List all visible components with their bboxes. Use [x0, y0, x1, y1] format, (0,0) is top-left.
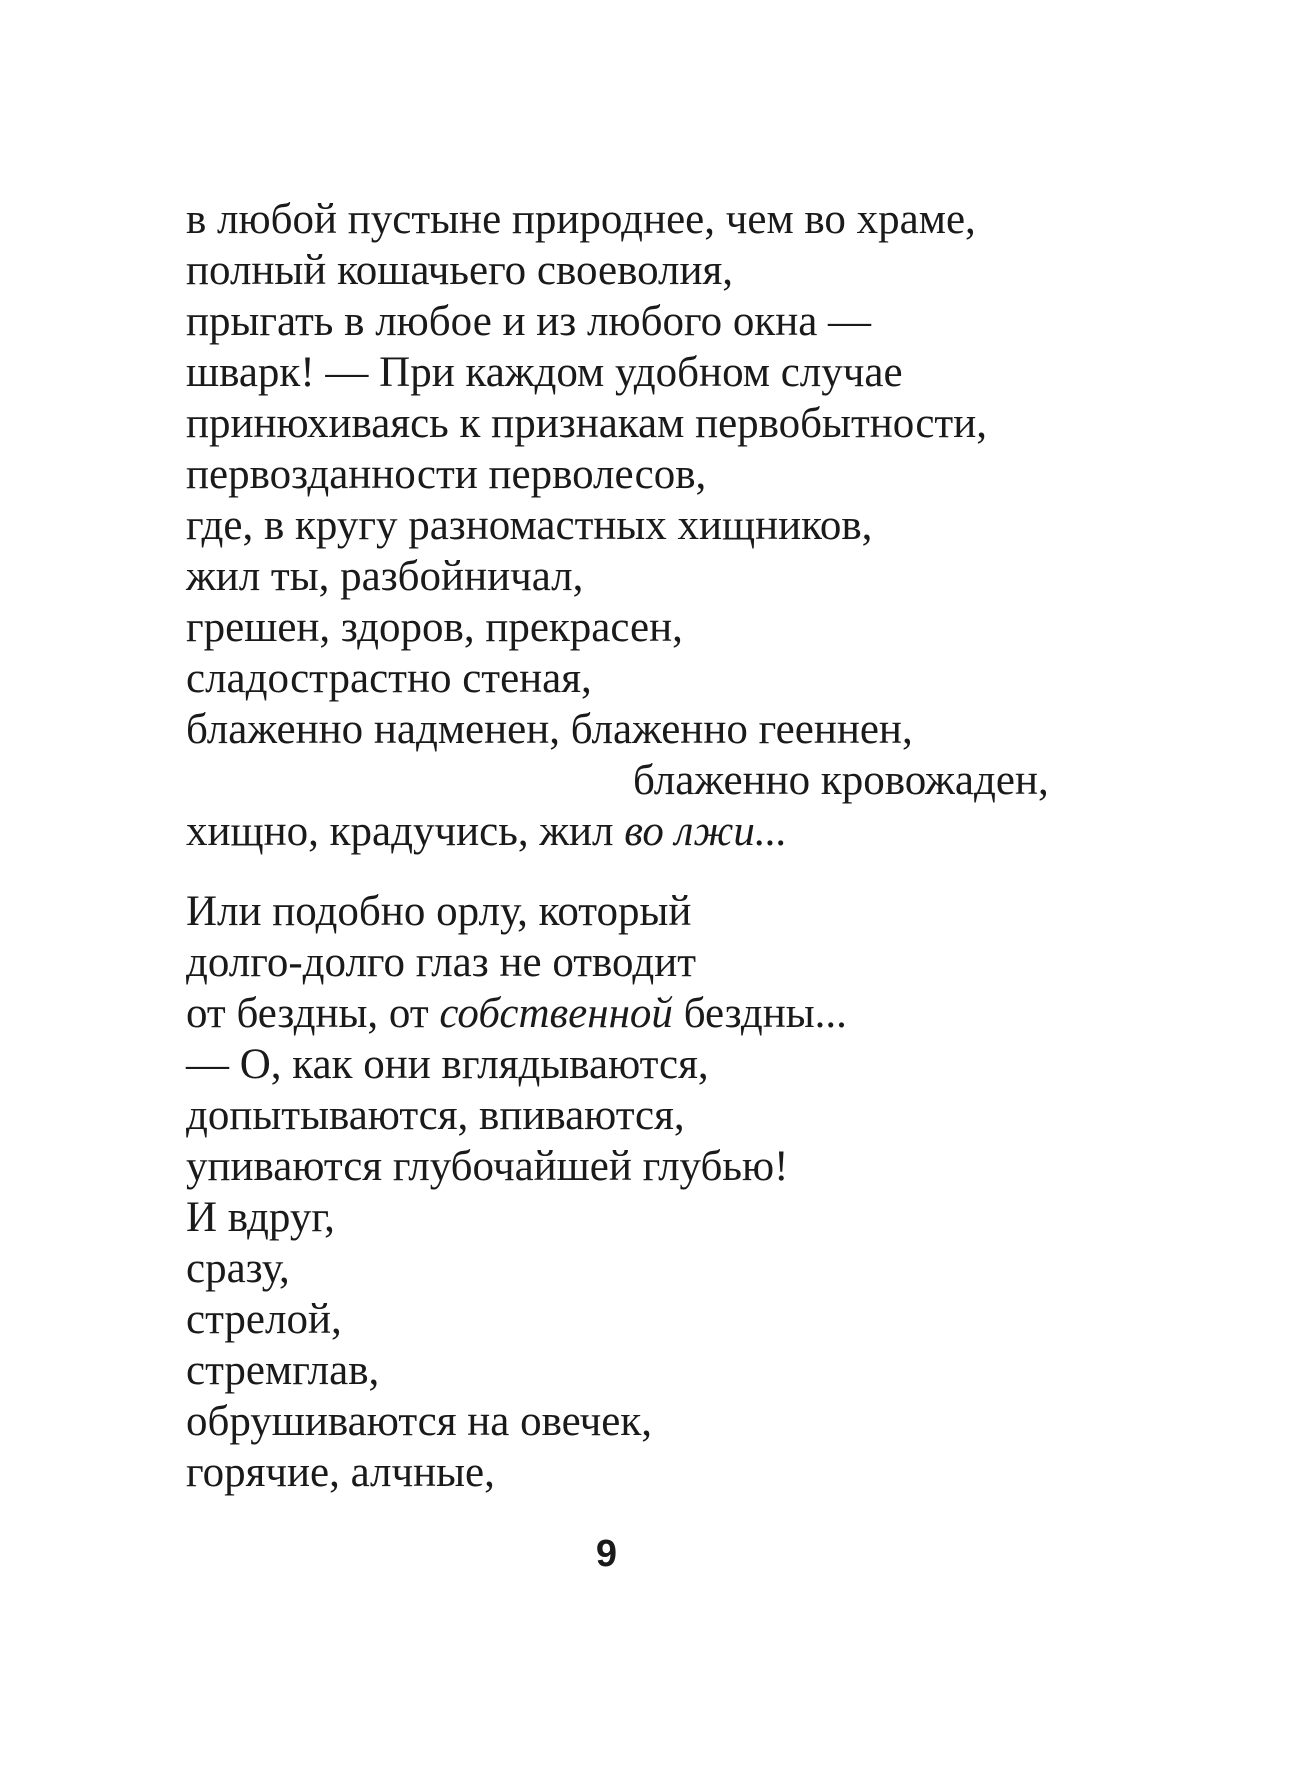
- poem-line: [186, 988, 847, 1039]
- poem-line: Или подобно орлу, который: [186, 888, 692, 935]
- poem-line-text: хищно, крадучись, жил: [186, 808, 625, 855]
- poem-line: горячие, алчные,: [186, 1449, 495, 1496]
- page-number: 9: [595, 1533, 618, 1575]
- poem-line-text: бездны...: [672, 990, 847, 1037]
- poem-line: где, в кругу разномастных хищников,: [186, 502, 873, 549]
- poem-line: жил ты, разбойничал,: [186, 553, 584, 600]
- poem-line: первозданности перволесов,: [186, 451, 707, 498]
- poem-line: сразу,: [186, 1245, 290, 1292]
- poem-line: допытываются, впиваются,: [186, 1092, 685, 1139]
- poem-line: обрушиваются на овечек,: [186, 1398, 653, 1445]
- poem-line-italic: собственной: [439, 990, 673, 1037]
- poem-line: стрелой,: [186, 1296, 342, 1343]
- poem-line: упиваются глубочайшей глубью!: [186, 1143, 789, 1190]
- poem-line: блаженно надменен, блаженно гееннен,: [186, 706, 913, 753]
- poem-line: полный кошачьего своеволия,: [186, 247, 734, 294]
- poem-stanza-1: [186, 194, 1049, 857]
- poem-line-italic: во лжи...: [624, 808, 788, 855]
- poem-line: — О, как они вглядываются,: [186, 1041, 709, 1088]
- poem-line: грешен, здоров, прекрасен,: [186, 604, 683, 651]
- poem-line: стремглав,: [186, 1347, 380, 1394]
- poem-line-text: от бездны, от: [186, 990, 440, 1037]
- poem-line: прыгать в любое и из любого окна —: [186, 298, 872, 345]
- poem-line: И вдруг,: [186, 1194, 335, 1241]
- poem-stanza-2: [186, 886, 847, 1498]
- poem-line-indented: блаженно кровожаден,: [633, 757, 1049, 804]
- poem-line: в любой пустыне природнее, чем во храме,: [186, 196, 976, 243]
- poem-line: принюхиваясь к признакам первобытности,: [186, 400, 987, 447]
- poem-line: шварк! — При каждом удобном случае: [186, 349, 903, 396]
- poem-line: [186, 806, 1049, 857]
- poem-line: сладострастно стеная,: [186, 655, 592, 702]
- poem-line: долго-долго глаз не отводит: [186, 939, 696, 986]
